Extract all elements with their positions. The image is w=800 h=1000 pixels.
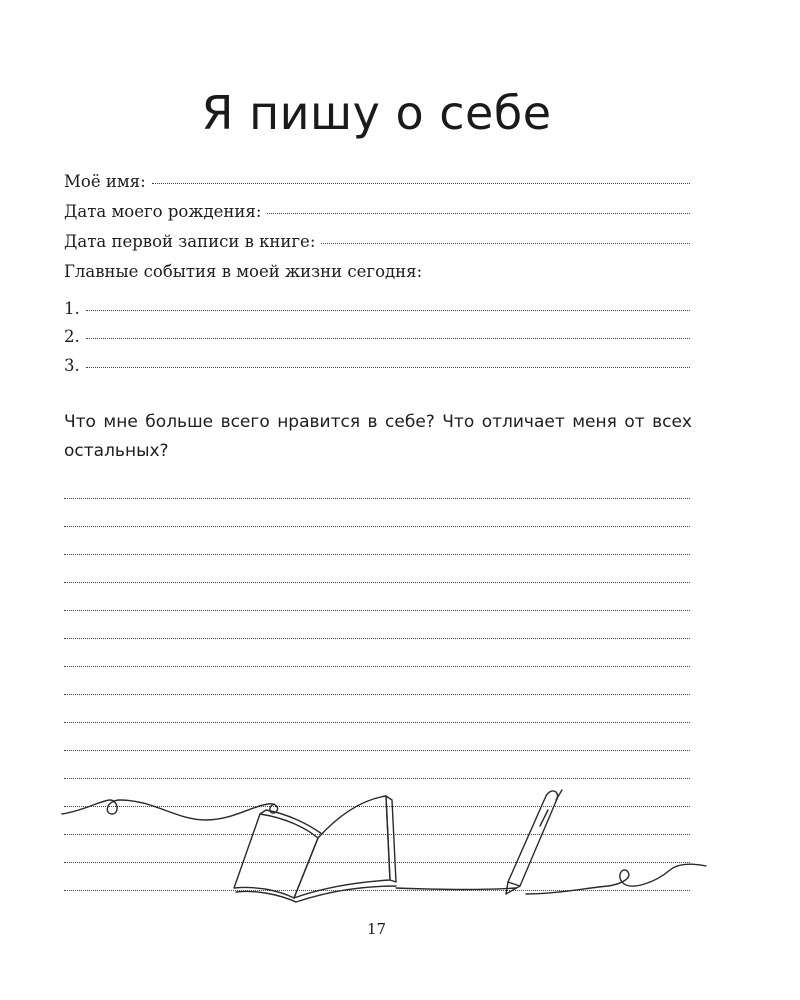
writing-line[interactable]	[64, 498, 690, 499]
event-number: 3.	[64, 356, 80, 375]
first-entry-date-dotted-line[interactable]	[321, 229, 690, 244]
squiggle-line	[62, 800, 278, 820]
writing-line[interactable]	[64, 610, 690, 611]
book-and-pen-illustration	[56, 770, 716, 910]
squiggle-line	[526, 864, 706, 894]
baseline-stroke	[396, 888, 516, 890]
name-dotted-line[interactable]	[152, 169, 690, 184]
name-field	[64, 172, 690, 191]
open-book-icon	[234, 796, 396, 902]
writing-line[interactable]	[64, 694, 690, 695]
question-text: Что мне больше всего нравится в себе? Что отличает меня от всех остальных?	[64, 412, 692, 461]
event-number: 2.	[64, 327, 80, 346]
writing-line[interactable]	[64, 750, 690, 751]
first-entry-date-field	[64, 232, 690, 251]
birth-date-field	[64, 202, 690, 221]
writing-line[interactable]	[64, 582, 690, 583]
event-dotted-line[interactable]	[86, 324, 690, 339]
birth-date-dotted-line[interactable]	[267, 199, 690, 214]
event-dotted-line[interactable]	[86, 353, 690, 368]
field-label: Дата первой записи в книге:	[64, 232, 316, 251]
writing-line[interactable]	[64, 722, 690, 723]
pen-icon	[506, 790, 562, 894]
writing-line[interactable]	[64, 666, 690, 667]
field-label: Моё имя:	[64, 172, 146, 191]
event-dotted-line[interactable]	[86, 296, 690, 311]
page-number: 17	[366, 920, 387, 938]
field-label: Дата моего рождения:	[64, 202, 262, 221]
event-number: 1.	[64, 299, 80, 318]
writing-line[interactable]	[64, 554, 690, 555]
event-item	[64, 327, 690, 346]
event-item	[64, 356, 690, 375]
events-heading: Главные события в моей жизни сегодня:	[64, 262, 423, 281]
writing-line[interactable]	[64, 638, 690, 639]
writing-line[interactable]	[64, 526, 690, 527]
event-item	[64, 299, 690, 318]
page-title: Я пишу о себе	[201, 86, 552, 140]
